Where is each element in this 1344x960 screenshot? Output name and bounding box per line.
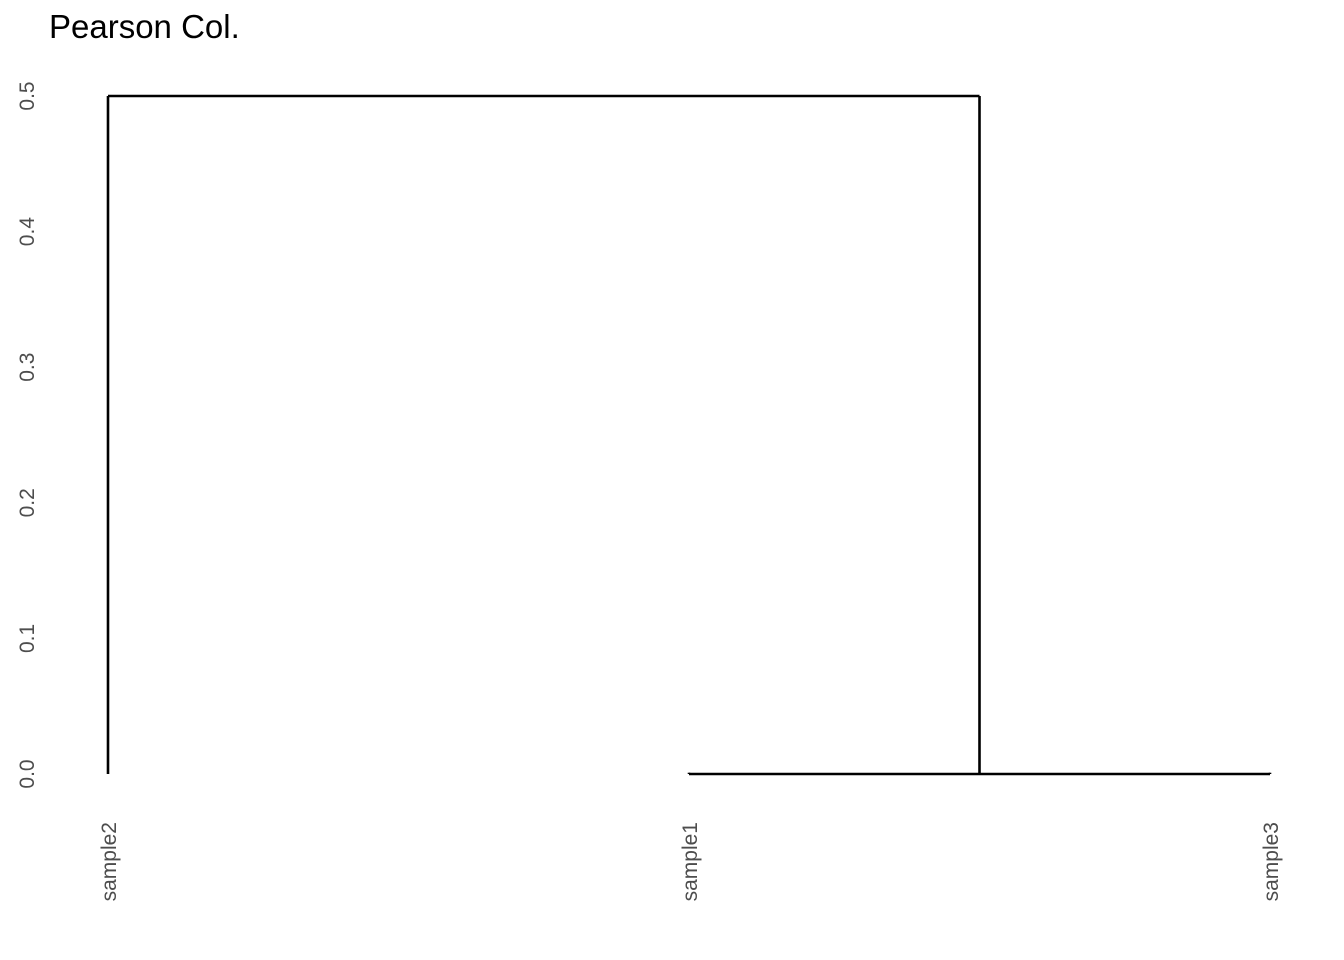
y-tick-label: 0.1 (16, 623, 39, 654)
dendrogram-branches (108, 96, 1270, 774)
leaf-label-sample1: sample1 (679, 822, 702, 902)
leaf-labels (98, 822, 1283, 901)
y-tick-label: 0.2 (16, 488, 39, 518)
y-axis (16, 81, 39, 788)
y-tick-label: 0.3 (16, 352, 39, 382)
y-tick-label: 0.0 (16, 759, 39, 789)
y-tick-label: 0.5 (16, 81, 39, 111)
leaf-label-sample3: sample3 (1260, 822, 1283, 902)
chart-title: Pearson Col. (49, 8, 240, 45)
leaf-label-sample2: sample2 (98, 822, 121, 902)
y-tick-label: 0.4 (16, 216, 39, 247)
